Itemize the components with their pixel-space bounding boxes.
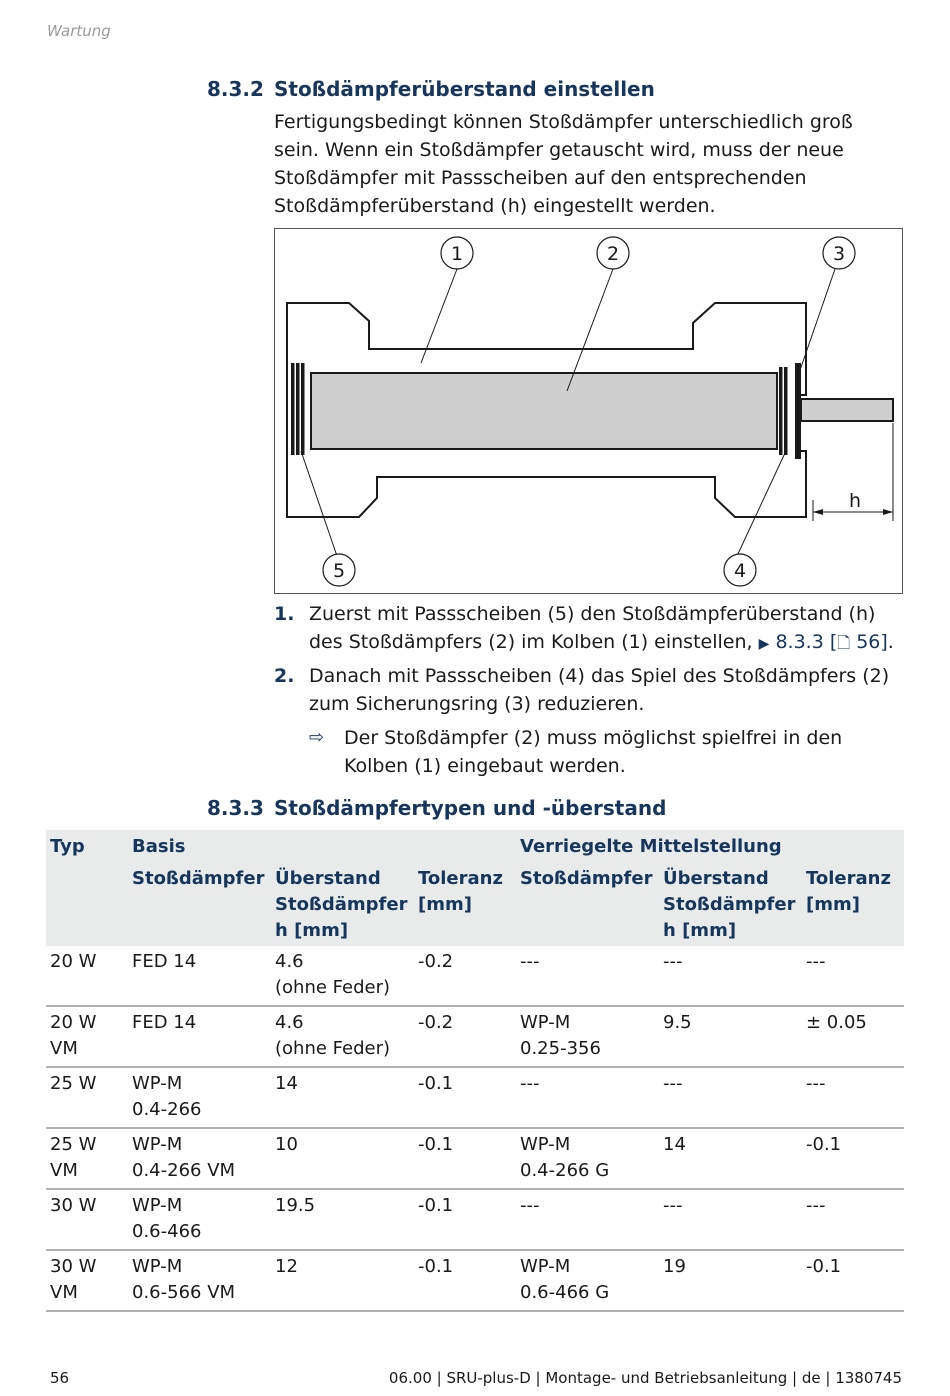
cell-typ: [46, 1006, 128, 1067]
cell-line: VM: [50, 1160, 78, 1181]
page-number: 56: [50, 1369, 70, 1387]
cell-line: 25 W: [50, 1134, 97, 1155]
cell-basis-tol: [414, 1189, 516, 1250]
cell-line: WP-M: [132, 1134, 183, 1155]
cell-typ: [46, 1250, 128, 1311]
cell-line: VM: [50, 1282, 78, 1303]
table-body: [46, 946, 904, 1311]
cell-basis-h: [271, 946, 414, 1006]
cell-typ: [46, 946, 128, 1006]
cell-basis-sd: [128, 946, 271, 1006]
play-icon: ▶: [758, 636, 770, 652]
header-typ: Typ: [46, 830, 128, 946]
cell-basis-h: [271, 1006, 414, 1067]
cell-line: 19.5: [275, 1195, 316, 1216]
cell-vm-tol: [802, 1128, 904, 1189]
header-stossdaempfer: Stoßdämpfer: [128, 862, 271, 946]
callout-4: [724, 554, 756, 586]
cell-line: ---: [806, 1195, 826, 1216]
shim-left: [291, 363, 295, 455]
table-row: [46, 1128, 904, 1189]
cell-line: 0.4-266 VM: [132, 1160, 236, 1181]
link-page: [: [829, 631, 838, 653]
cell-vm-h: [659, 1128, 802, 1189]
callout-label: 3: [832, 243, 846, 265]
cell-line: -0.1: [418, 1073, 454, 1094]
callout-3: [823, 237, 855, 269]
header-stossdaempfer: Stoßdämpfer: [516, 862, 659, 946]
cell-line: ---: [520, 1195, 540, 1216]
header-ueberstand: Überstand Stoßdämpfer h [mm]: [271, 862, 414, 946]
cell-line: (ohne Feder): [275, 1038, 391, 1059]
callout-label: 1: [450, 243, 464, 265]
shim-left: [301, 363, 305, 455]
step-line: Zuerst mit Passscheiben (5) den Stoßdämpferüberstand (h): [309, 603, 876, 625]
cell-basis-tol: [414, 946, 516, 1006]
cell-vm-h: [659, 946, 802, 1006]
cell-line: VM: [50, 1038, 78, 1059]
step-number: 2.: [274, 665, 295, 687]
cell-vm-tol: [802, 1189, 904, 1250]
cell-line: ---: [663, 1195, 683, 1216]
cell-line: WP-M: [132, 1256, 183, 1277]
cell-typ: [46, 1067, 128, 1128]
intro-line: Stoßdämpferüberstand (h) eingestellt werden.: [274, 195, 716, 217]
cell-vm-sd: [516, 946, 659, 1006]
cell-line: 0.6-466: [132, 1221, 202, 1242]
step-line: [309, 628, 894, 658]
cell-line: ---: [520, 951, 540, 972]
cell-vm-sd: [516, 1067, 659, 1128]
page-icon: 🗋: [837, 633, 851, 652]
cell-line: WP-M: [520, 1012, 571, 1033]
header-toleranz: Toleranz [mm]: [414, 862, 516, 946]
cell-line: ---: [663, 1073, 683, 1094]
cell-typ: [46, 1189, 128, 1250]
cell-vm-tol: [802, 1250, 904, 1311]
callout-1: [441, 237, 473, 269]
cell-basis-tol: [414, 1250, 516, 1311]
shock-absorber-rod: [801, 399, 893, 421]
callout-label: 5: [332, 560, 346, 582]
section-number: 8.3.2: [207, 77, 264, 101]
cell-basis-sd: [128, 1006, 271, 1067]
dimension-arrowhead-right: [883, 509, 893, 515]
cell-basis-tol: [414, 1128, 516, 1189]
cell-vm-sd: [516, 1189, 659, 1250]
cell-line: 14: [663, 1134, 686, 1155]
intro-line: sein. Wenn ein Stoßdämpfer getauscht wird, muss der neue: [274, 139, 844, 161]
dimension-label: h: [849, 490, 862, 512]
section-title: Stoßdämpferüberstand einstellen: [274, 77, 655, 101]
cell-basis-h: [271, 1189, 414, 1250]
cell-line: 20 W: [50, 1012, 97, 1033]
cell-line: -0.1: [806, 1256, 842, 1277]
result-line: Kolben (1) eingebaut werden.: [344, 755, 626, 777]
shim-right: [779, 367, 783, 455]
cell-line: WP-M: [520, 1134, 571, 1155]
header-basis: Basis: [128, 830, 516, 862]
cell-line: FED 14: [132, 951, 197, 972]
cell-line: 19: [663, 1256, 686, 1277]
cell-line: FED 14: [132, 1012, 197, 1033]
cell-line: 10: [275, 1134, 298, 1155]
step-line: zum Sicherungsring (3) reduzieren.: [309, 693, 645, 715]
cell-vm-sd: [516, 1250, 659, 1311]
cell-line: WP-M: [132, 1073, 183, 1094]
cell-basis-sd: [128, 1128, 271, 1189]
shim-left: [296, 363, 300, 455]
table-row: [46, 1189, 904, 1250]
step-line: Danach mit Passscheiben (4) das Spiel des Stoßdämpfers (2): [309, 665, 890, 687]
table-row: [46, 946, 904, 1006]
intro-line: Stoßdämpfer mit Passscheiben auf den entsprechenden: [274, 167, 807, 189]
header-ueberstand: Überstand Stoßdämpfer h [mm]: [659, 862, 802, 946]
cell-vm-tol: [802, 946, 904, 1006]
cell-vm-h: [659, 1250, 802, 1311]
cell-line: 0.4-266 G: [520, 1160, 610, 1181]
callout-5: [323, 554, 355, 586]
table-row: [46, 1250, 904, 1311]
cell-basis-tol: [414, 1067, 516, 1128]
cell-basis-h: [271, 1250, 414, 1311]
step-line-end: .: [887, 631, 894, 653]
result-text: [344, 724, 842, 780]
intro-line: Fertigungsbedingt können Stoßdämpfer unterschiedlich groß: [274, 111, 853, 133]
link-ref: 8.3.3: [775, 631, 824, 653]
result-arrow-icon: ⇨: [309, 727, 325, 748]
cell-vm-tol: [802, 1067, 904, 1128]
cell-line: 9.5: [663, 1012, 692, 1033]
cell-line: 25 W: [50, 1073, 97, 1094]
cell-line: WP-M: [520, 1256, 571, 1277]
cell-basis-tol: [414, 1006, 516, 1067]
cell-basis-h: [271, 1128, 414, 1189]
callout-label: 4: [733, 560, 747, 582]
cell-basis-sd: [128, 1189, 271, 1250]
cell-line: -0.1: [418, 1134, 454, 1155]
table-row: [46, 1067, 904, 1128]
cell-vm-h: [659, 1006, 802, 1067]
cell-basis-h: [271, 1067, 414, 1128]
cell-line: (ohne Feder): [275, 977, 391, 998]
step-number: 1.: [274, 603, 295, 625]
cell-line: 12: [275, 1256, 298, 1277]
callout-2: [597, 237, 629, 269]
cell-vm-h: [659, 1067, 802, 1128]
running-header: Wartung: [47, 22, 111, 40]
cell-line: WP-M: [132, 1195, 183, 1216]
cell-line: ---: [663, 951, 683, 972]
step-2-text: [309, 662, 889, 718]
link-page-number: 56]: [856, 631, 888, 653]
cell-typ: [46, 1128, 128, 1189]
step-line-text: des Stoßdämpfers (2) im Kolben (1) einstellen,: [309, 631, 753, 653]
callout-label: 2: [606, 243, 620, 265]
cell-line: ± 0.05: [806, 1012, 867, 1033]
document-info: 06.00 | SRU-plus-D | Montage- und Betriebsanleitung | de | 1380745: [388, 1369, 902, 1387]
cell-vm-h: [659, 1189, 802, 1250]
cell-line: 20 W: [50, 951, 97, 972]
cell-line: 14: [275, 1073, 298, 1094]
header-toleranz: Toleranz [mm]: [802, 862, 904, 946]
cross-reference-link[interactable]: [759, 631, 888, 653]
cell-line: -0.1: [418, 1195, 454, 1216]
dimension-arrowhead-left: [813, 509, 823, 515]
section-number: 8.3.3: [207, 796, 264, 820]
cell-basis-sd: [128, 1250, 271, 1311]
shock-absorber-drawing: [275, 229, 902, 593]
cell-line: 4.6: [275, 951, 304, 972]
cell-line: -0.1: [806, 1134, 842, 1155]
retaining-ring: [795, 363, 801, 459]
section-intro: [274, 108, 853, 220]
cell-vm-sd: [516, 1128, 659, 1189]
cell-line: ---: [806, 1073, 826, 1094]
cell-line: -0.2: [418, 1012, 454, 1033]
cell-vm-tol: [802, 1006, 904, 1067]
cell-line: 0.6-566 VM: [132, 1282, 236, 1303]
cell-vm-sd: [516, 1006, 659, 1067]
cell-line: 0.4-266: [132, 1099, 202, 1120]
shim-right: [784, 367, 788, 455]
result-line: Der Stoßdämpfer (2) muss möglichst spielfrei in den: [344, 727, 843, 749]
shock-absorber-table: [46, 830, 904, 1312]
cell-line: 30 W: [50, 1256, 97, 1277]
cell-line: -0.1: [418, 1256, 454, 1277]
cell-line: -0.2: [418, 951, 454, 972]
shock-absorber-body: [311, 373, 777, 449]
cell-line: 0.25-356: [520, 1038, 601, 1059]
cell-line: ---: [806, 951, 826, 972]
shock-absorber-figure: [274, 228, 903, 594]
cell-line: 30 W: [50, 1195, 97, 1216]
cell-line: ---: [520, 1073, 540, 1094]
step-1-text: [309, 600, 894, 658]
cell-basis-sd: [128, 1067, 271, 1128]
table-sub-header-row: [46, 862, 904, 946]
header-verriegelt: Verriegelte Mittelstellung: [516, 830, 904, 862]
cell-line: 4.6: [275, 1012, 304, 1033]
cell-line: 0.6-466 G: [520, 1282, 610, 1303]
section-title: Stoßdämpfertypen und -überstand: [274, 796, 667, 820]
table-row: [46, 1006, 904, 1067]
table-group-header-row: [46, 830, 904, 862]
